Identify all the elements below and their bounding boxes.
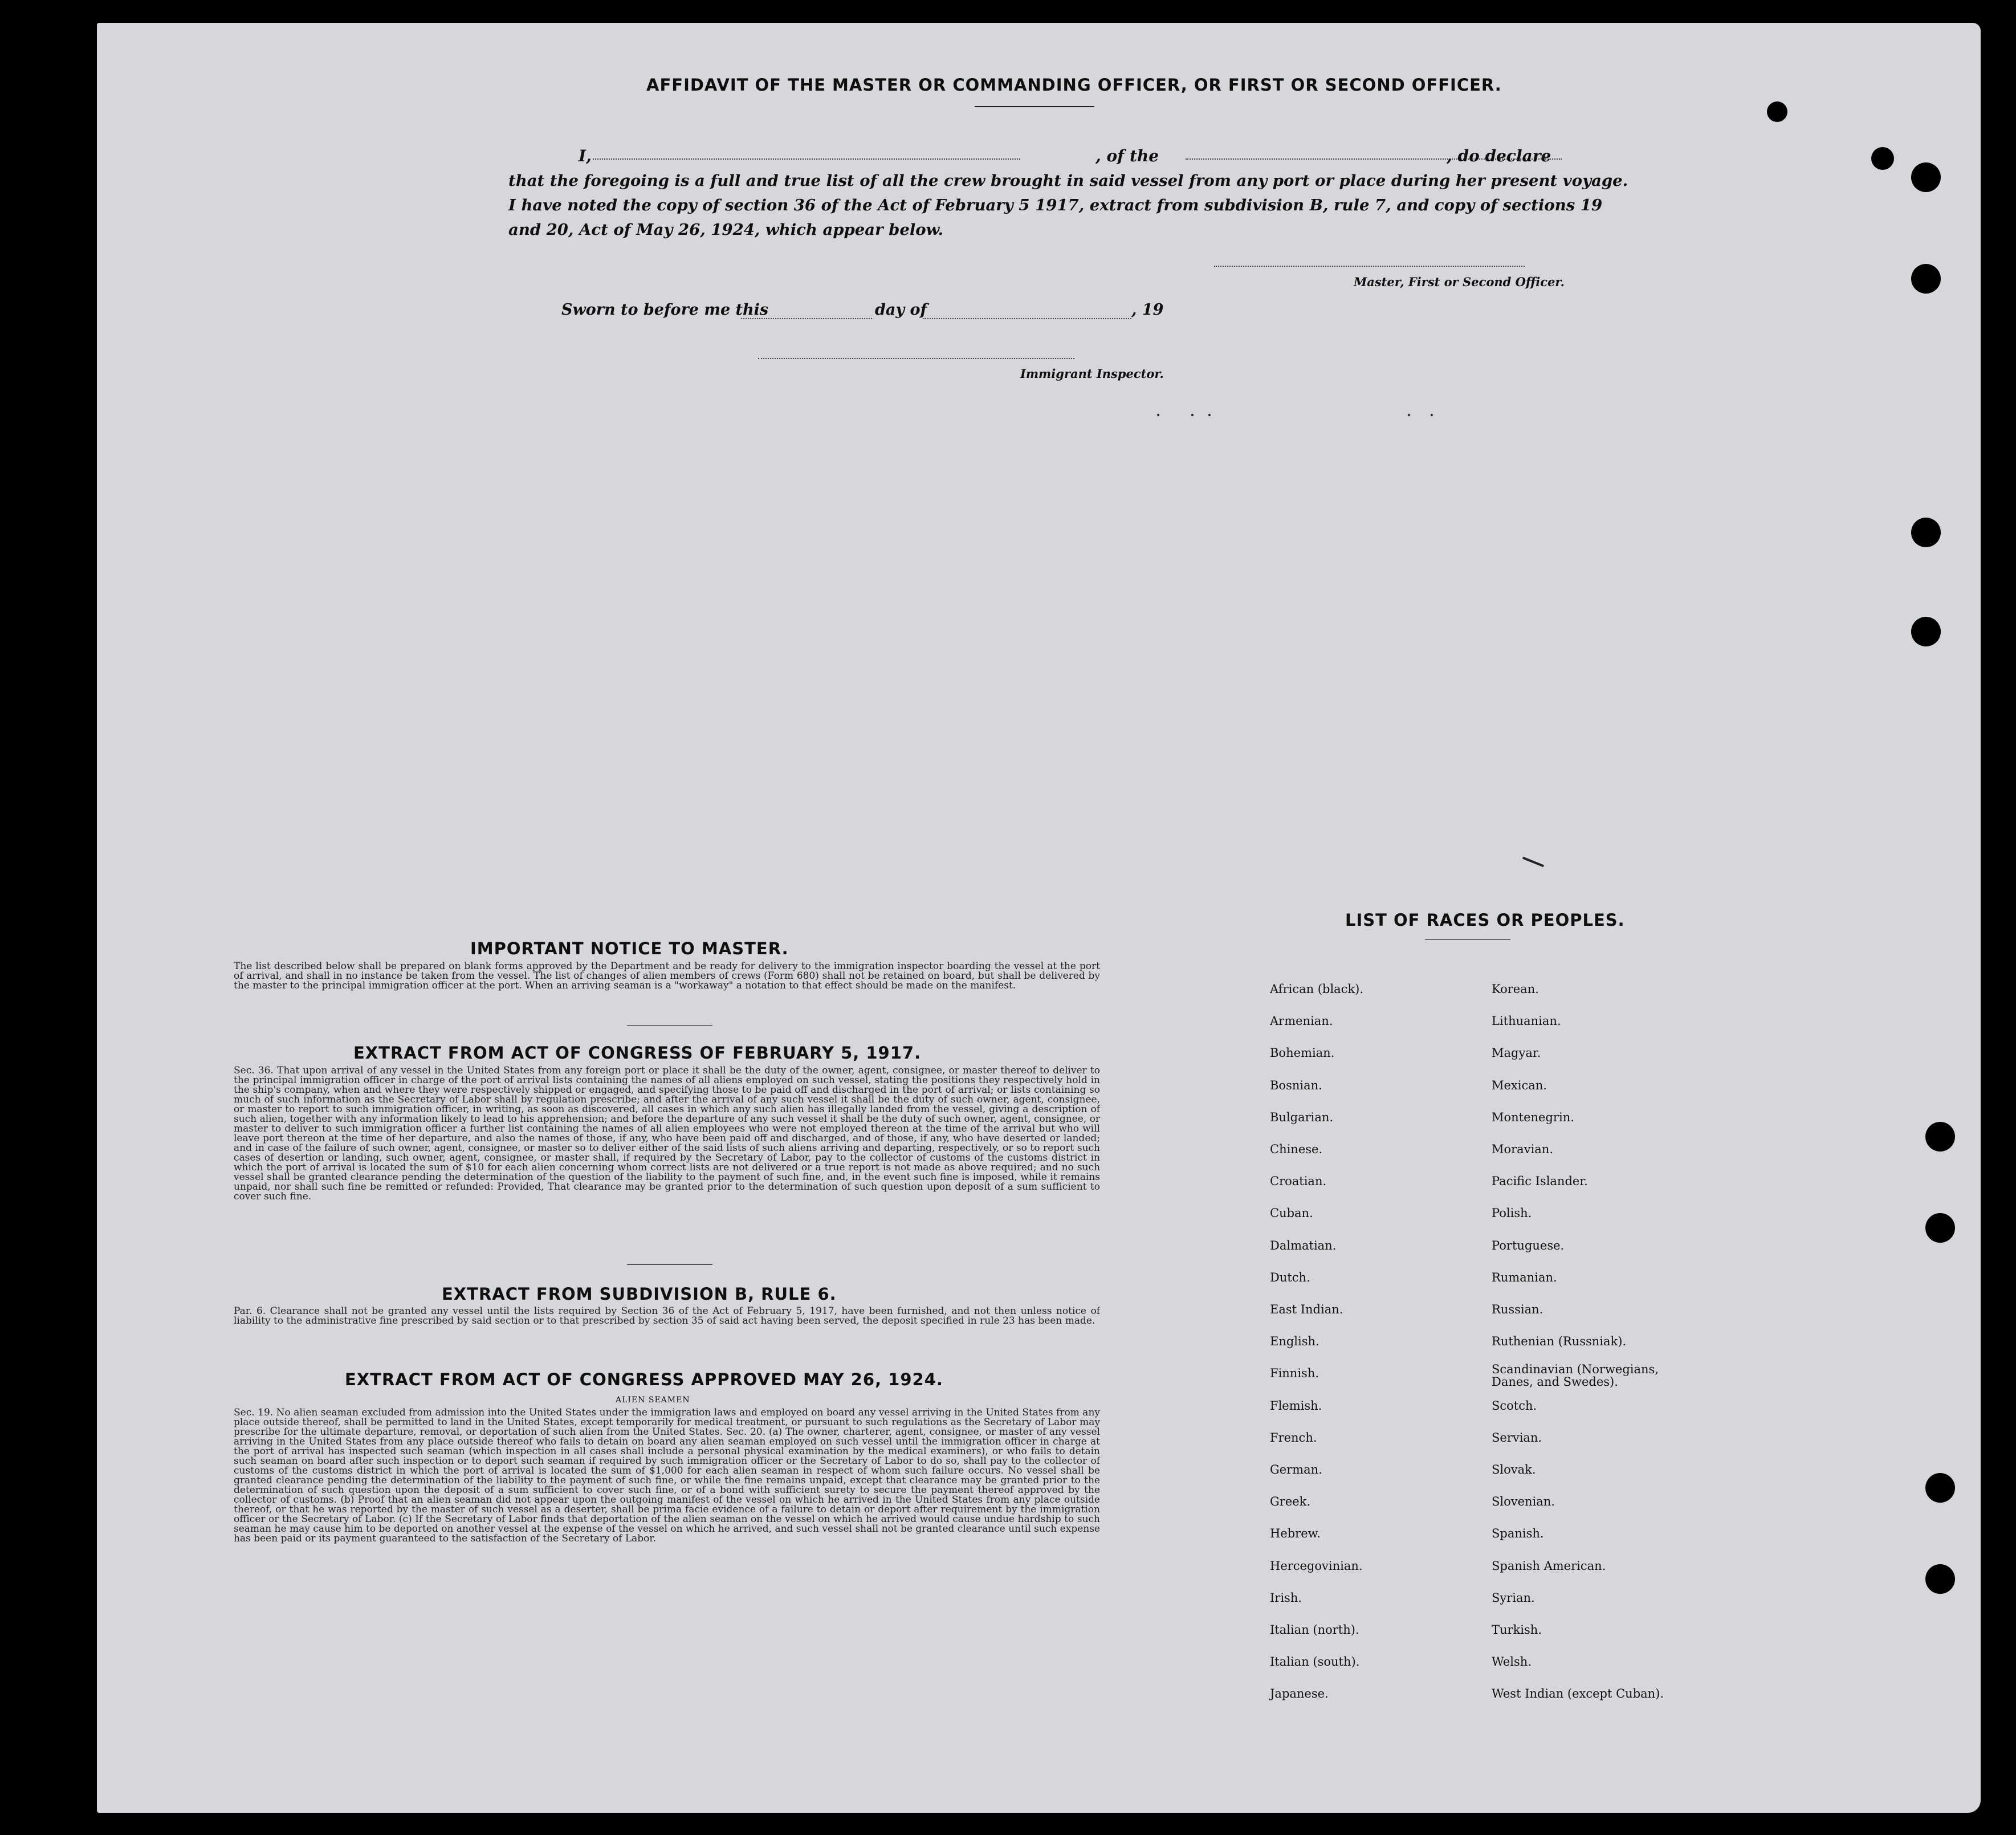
race-item: Polish. [1492, 1206, 1532, 1220]
race-item: Spanish. [1492, 1527, 1544, 1541]
divider-1 [627, 1025, 712, 1026]
extract-1924-text: Sec. 19. No alien seaman excluded from admission into the United States under the immigration laws and employed on board any vessel arriving in the United States from any place outside thereof, shall be permitted to land in the United States, except temporarily for medical treatment, or pursuant to such regulations as the Secretary of Labor may prescribe for the ultimate departure, removal, or deportation of such alien from the United States. Sec. 20. (a) The owner, charterer, agent, consignee, or master of any vessel arriving in the United States from any place outside thereof who fails to detain on board any alien seaman employed on such vessel until the immigration officer in charge at the port of arrival has inspected such seaman (which inspection in all cases shall include a personal physical examination by the medical examiners), or who fails to detain such seaman on board after such inspection or to deport such seaman if required by such immigration officer or the Secretary of Labor to do so, shall pay to the collector of customs of the customs district in which the port of arrival is located the sum of $1,000 for each alien seaman in respect of whom such failure occurs. No vessel shall be granted clearance pending the determination of the liability to the payment of such fine, or while the fine remains unpaid, except that clearance may be granted prior to the determination of such question upon the deposit of a sum sufficient to cover such fine, or of a bond with sufficient surety to secure the payment thereof approved by the collector of customs. (b) Proof that an alien seaman did not appear upon the outgoing manifest of the vessel on which he arrived in the United States from any place outside thereof, or that he was reported by the master of such vessel as a deserter, shall be prima facie evidence of a failure to detain or deport after requirement by the immigration officer or the Secretary of Labor. (c) If the Secretary of Labor finds that deportation of the alien seaman on the vessel on which he arrived would cause undue hardship to such seaman he may cause him to be deported on another vessel at the expense of the vessel on which he arrived, and such vessel shall not be granted clearance until such expense has been paid or its payment guaranteed to the satisfaction of the Secretary of Labor. [234, 1408, 1100, 1544]
race-item: Syrian. [1492, 1590, 1535, 1605]
punch-hole [1925, 1473, 1955, 1503]
race-item: Hercegovinian. [1270, 1559, 1363, 1573]
scan-speck [1157, 414, 1159, 416]
race-item: Dutch. [1270, 1270, 1310, 1284]
punch-hole [1925, 1564, 1955, 1594]
race-item: Welsh. [1492, 1655, 1532, 1669]
race-item: Spanish American. [1492, 1559, 1606, 1573]
notice-title: IMPORTANT NOTICE TO MASTER. [470, 939, 789, 958]
race-item: Italian (north). [1270, 1623, 1359, 1637]
race-item: Croatian. [1270, 1174, 1327, 1189]
race-item: Japanese. [1270, 1687, 1329, 1701]
master-signature-line [1214, 266, 1525, 267]
extract-rule6-title: EXTRACT FROM SUBDIVISION B, RULE 6. [442, 1284, 837, 1304]
scan-speck [1208, 414, 1211, 416]
race-item: Pacific Islander. [1492, 1174, 1588, 1189]
punch-hole [1925, 1213, 1955, 1243]
race-item: Slovak. [1492, 1463, 1536, 1476]
race-item: Bosnian. [1270, 1078, 1322, 1092]
affidavit-i: I, [579, 147, 592, 165]
scan-speck [1431, 414, 1433, 416]
race-item: Bulgarian. [1270, 1110, 1334, 1124]
sworn-prefix: Sworn to before me this [561, 301, 769, 319]
sworn-month-blank [923, 318, 1131, 319]
divider-2 [627, 1264, 712, 1265]
punch-hole [1911, 264, 1941, 294]
race-item: French. [1270, 1430, 1317, 1445]
race-item: Italian (south). [1270, 1655, 1360, 1669]
extract-1917-text: Sec. 36. That upon arrival of any vessel in the United States from any foreign port or place it shall be the duty of the owner, agent, consignee, or master thereof to deliver to the principal immigration officer in charge of the port of arrival lists containing the names of all aliens employed on such vessel, stating the positions they respectively hold in the ship's company, when and where they were respectively shipped or engaged, and specifying those to be paid off and discharged in the port of arrival; or lists containing so much of such information as the Secretary of Labor shall by regulation prescribe; and after the arrival of any such vessel it shall be the duty of such owner, agent, consignee, or master to report to such immigration officer, in writing, as soon as discovered, all cases in which any such alien has illegally landed from the vessel, giving a description of such alien, together with any information likely to lead to his apprehension; and before the departure of any such vessel it shall be the duty of such owner, agent, consignee, or master to deliver to such immigration officer a further list containing the names of all alien employees who were not employed thereon at the time of the arrival but who will leave port thereon at the time of her departure, and also the names of those, if any, who have been paid off and discharged, and of those, if any, who have deserted or landed; and in case of the failure of such owner, agent, consignee, or master so to deliver either of the said lists of such aliens arriving and departing, respectively, or so to report such cases of desertion or landing, such owner, agent, consignee, or master shall, if required by the Secretary of Labor, pay to the collector of customs of the customs district in which the port of arrival is located the sum of $10 for each alien concerning whom correct lists are not delivered or a true report is not made as above required; and no such vessel shall be granted clearance pending the determination of the question of the liability to the payment of such fine, and, in the event such fine is imposed, while it remains unpaid, nor shall such fine be remitted or refunded: Provided, That clearance may be granted prior to the determination of such question upon deposit of a sum sufficient to cover such fine. [234, 1066, 1100, 1202]
affidavit-line-3: I have noted the copy of section 36 of the Act of February 5 1917, extract from subdivision B, rule 7, and copy of sections 19 [508, 196, 1603, 214]
race-item: Cuban. [1270, 1206, 1313, 1220]
scan-speck [1408, 414, 1410, 416]
race-item: Russian. [1492, 1303, 1543, 1316]
race-item: Hebrew. [1270, 1527, 1321, 1541]
race-item: Rumanian. [1492, 1270, 1557, 1284]
race-item: Servian. [1492, 1430, 1542, 1445]
title-underline [975, 106, 1094, 107]
race-item: Chinese. [1270, 1142, 1323, 1156]
extract-rule6-text: Par. 6. Clearance shall not be granted any vessel until the lists required by Section 36 of the Act of February 5, 1917, have been furnished, and not then unless notice of liability to the administrative fine prescribed by said section or to that prescribed by section 35 of said act having been served, the deposit specified in rule 23 has been made. [234, 1307, 1100, 1327]
document-page [97, 23, 1981, 1813]
races-underline [1425, 939, 1510, 940]
affidavit-of-the: , of the [1095, 147, 1159, 165]
race-item: East Indian. [1270, 1303, 1343, 1316]
punch-hole [1911, 518, 1941, 547]
race-item: Flemish. [1270, 1398, 1322, 1413]
race-item: Finnish. [1270, 1366, 1319, 1381]
race-item: Moravian. [1492, 1142, 1554, 1156]
race-item: Scandinavian (Norwegians, Danes, and Swedes). [1492, 1362, 1659, 1389]
race-item: Magyar. [1492, 1046, 1541, 1060]
race-item: African (black). [1270, 982, 1364, 996]
race-item: Slovenian. [1492, 1495, 1555, 1509]
race-item: Korean. [1492, 982, 1539, 996]
scan-speck [1191, 414, 1194, 416]
sworn-year: , 19 [1131, 301, 1164, 319]
race-item: Turkish. [1492, 1623, 1542, 1637]
race-item: Ruthenian (Russniak). [1492, 1334, 1627, 1349]
race-item: German. [1270, 1463, 1322, 1476]
race-item: Dalmatian. [1270, 1238, 1337, 1252]
notice-text: The list described below shall be prepared on blank forms approved by the Department and be ready for delivery to the immigration inspector boarding the vessel at the port of arrival, and shall in no instance be taken from the vessel. The list of changes of alien members of crews (Form 680) shall not be retained on board, but shall be delivered by the master to the principal immigration officer at the port. When an arriving seaman is a "workaway" a notation to that effect should be made on the manifest. [234, 962, 1100, 991]
race-item: Portuguese. [1492, 1238, 1565, 1252]
extract-1924-subtitle: ALIEN SEAMEN [616, 1395, 690, 1405]
punch-hole [1925, 1122, 1955, 1152]
race-item: English. [1270, 1334, 1319, 1349]
punch-hole [1767, 101, 1787, 122]
race-item: Armenian. [1270, 1014, 1333, 1028]
sworn-day-blank [741, 318, 872, 319]
affidavit-line-4: and 20, Act of May 26, 1924, which appear below. [508, 221, 944, 239]
race-item: West Indian (except Cuban). [1492, 1687, 1664, 1701]
extract-1924-title: EXTRACT FROM ACT OF CONGRESS APPROVED MAY 26, 1924. [345, 1370, 943, 1389]
race-item: Mexican. [1492, 1078, 1547, 1092]
extract-1917-title: EXTRACT FROM ACT OF CONGRESS OF FEBRUARY 5, 1917. [353, 1043, 922, 1063]
race-item: Greek. [1270, 1495, 1311, 1509]
race-item: Montenegrin. [1492, 1110, 1574, 1124]
affidavit-line-2: that the foregoing is a full and true list of all the crew brought in said vessel from any port or place during her present voyage. [508, 172, 1628, 190]
races-title: LIST OF RACES OR PEOPLES. [1345, 910, 1625, 930]
affidavit-do-declare: , do declare [1447, 147, 1551, 165]
name-blank [593, 158, 1020, 160]
sworn-day-of: day of [875, 301, 927, 319]
race-item: Lithuanian. [1492, 1014, 1561, 1028]
race-item: Irish. [1270, 1590, 1302, 1605]
scan-speck [1522, 857, 1545, 868]
inspector-signature-line [758, 358, 1074, 359]
punch-hole [1871, 147, 1894, 170]
master-signature-caption: Master, First or Second Officer. [1354, 275, 1565, 289]
punch-hole [1911, 617, 1941, 646]
affidavit-title: AFFIDAVIT OF THE MASTER OR COMMANDING OFFICER, OR FIRST OR SECOND OFFICER. [646, 75, 1502, 95]
inspector-caption: Immigrant Inspector. [1020, 367, 1164, 381]
race-item: Scotch. [1492, 1398, 1537, 1413]
punch-hole [1911, 162, 1941, 192]
race-item: Bohemian. [1270, 1046, 1335, 1060]
